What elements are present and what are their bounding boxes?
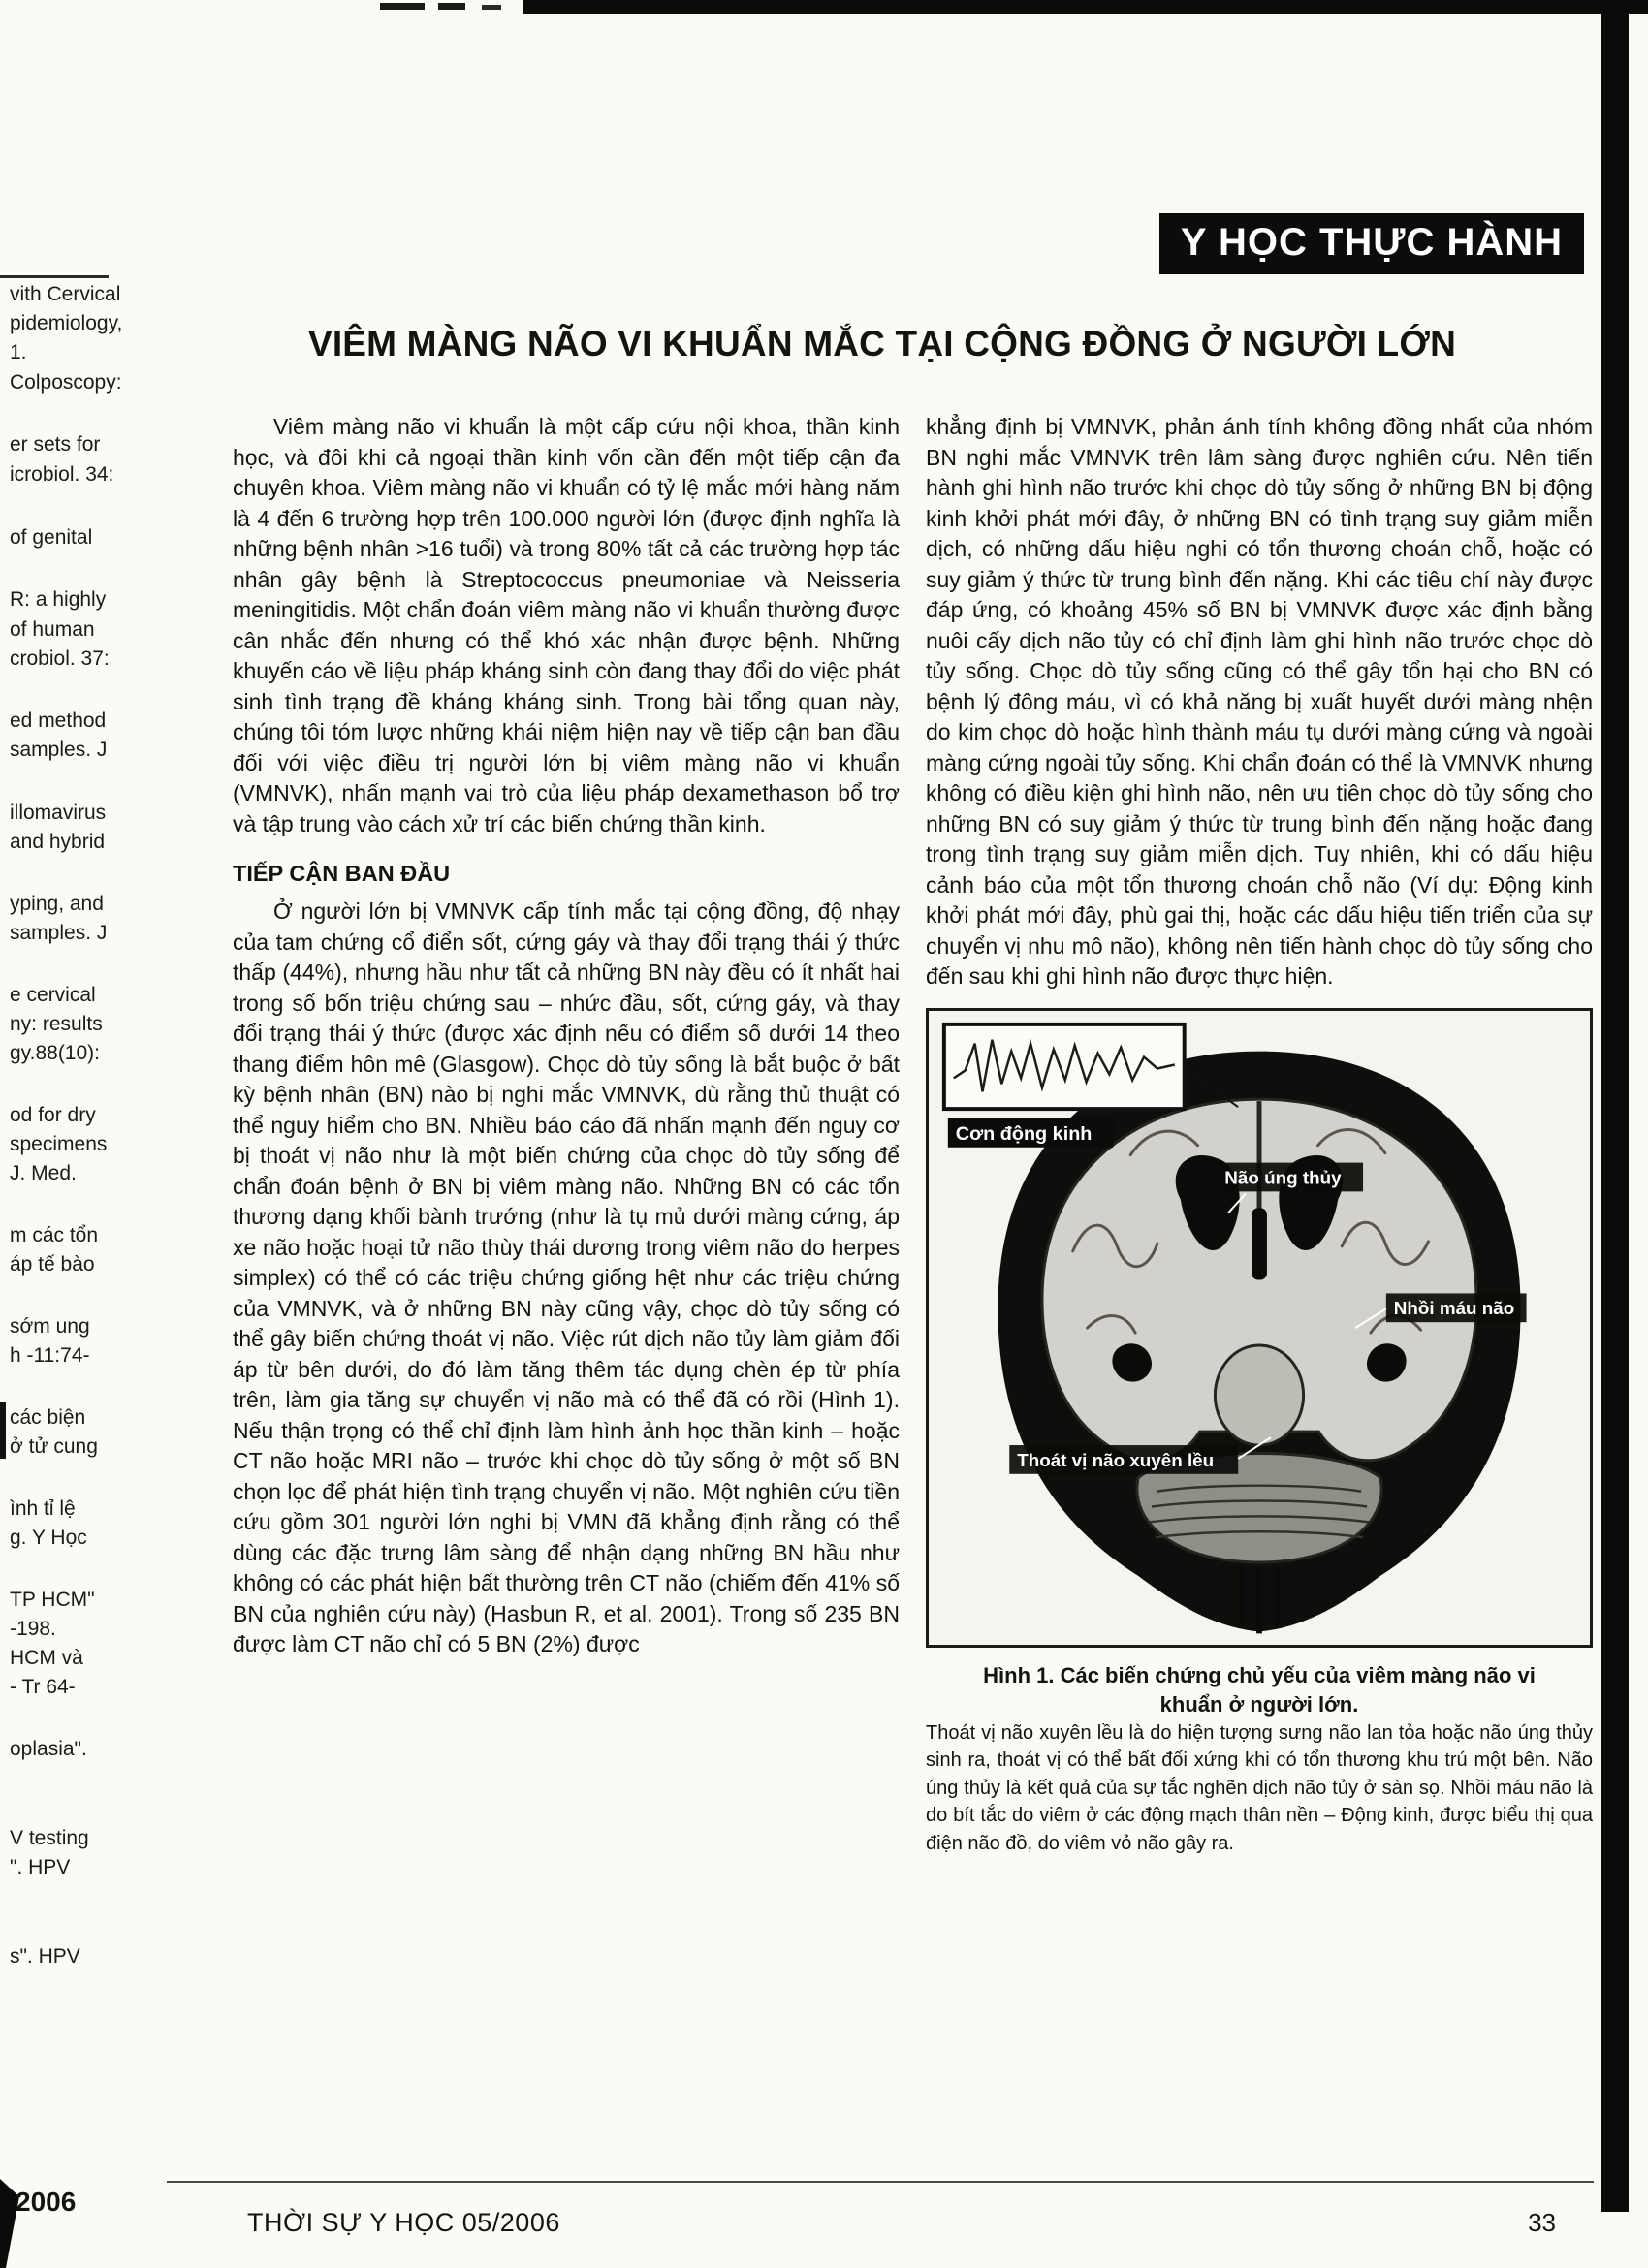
figure-caption: Hình 1. Các biến chứng chủ yếu của viêm màng não vi khuẩn ở người lớn. (983, 1662, 1536, 1717)
margin-fragment: Colposcopy: (10, 371, 122, 394)
margin-fragment: yping, and (10, 893, 104, 915)
margin-fragment: crobiol. 37: (10, 647, 110, 670)
footer-journal-name: THỜI SỰ Y HỌC 05/2006 (247, 2208, 560, 2237)
scan-artifact-dash (482, 5, 501, 10)
margin-fragment: 1. (10, 341, 27, 363)
margin-fragment: ". HPV (10, 1856, 71, 1878)
margin-fragment: TP HCM" (10, 1589, 95, 1611)
margin-fragment: illomavirus (10, 802, 107, 824)
margin-fragment: - Tr 64- (10, 1676, 76, 1698)
margin-fragment: s". HPV (10, 1945, 80, 1968)
margin-fragment: pidemiology, (10, 312, 123, 334)
margin-fragment: and hybrid (10, 831, 106, 853)
margin-fragment: J. Med. (10, 1162, 77, 1184)
scan-artifact-dash (438, 3, 465, 10)
margin-fragment: m các tổn (10, 1224, 99, 1246)
margin-fragment: các biện (10, 1406, 86, 1429)
margin-fragment: ở tử cung (10, 1435, 98, 1458)
margin-fragment: icrobiol. 34: (10, 463, 114, 486)
scan-artifact-dash (380, 3, 425, 10)
margin-fragment: HCM và (10, 1647, 83, 1669)
margin-fragment: gy.88(10): (10, 1042, 100, 1064)
margin-fragment: sớm ung (10, 1315, 90, 1338)
seizure-label-text: Cơn động kinh (955, 1122, 1093, 1145)
margin-fragment: R: a highly (10, 588, 107, 611)
footer-rule (167, 2181, 1594, 2183)
figure-1-brain-illustration (926, 1008, 1593, 1648)
paragraph-approach-right: khẳng định bị VMNVK, phản ánh tính không đồng nhất của nhóm BN nghi mắc VMNVK trên lâm sàng được nghiên cứu. Nên tiến hành ghi hình não trước khi chọc dò tủy sống ở những BN bị động kinh khởi phát mới đây, ở những BN có tình trạng suy giảm miễn dịch, có những dấu hiệu nghi có tổn thương choán chỗ, hoặc có suy giảm ý thức từ trung bình đến nặng. Khi các tiêu chí này được đáp ứng, có khoảng 45% số BN bị VMNVK được xác định bằng nuôi cấy dịch não tủy có chỉ định làm ghi hình não trước chọc dò tủy sống. Chọc dò tủy sống cũng có thể gây tổn hại cho BN có bệnh lý đông máu, vì có khả năng bị xuất huyết dưới màng nhện do kim chọc dò hoặc hình thành máu tụ dưới màng cứng và ngoài màng cứng ngoài tủy sống. Khi chẩn đoán có thể là VMNVK nhưng không có điều kiện ghi hình não, nên ưu tiên chọc dò tủy sống cho những BN có suy giảm ý thức từ trung bình đến nặng hoặc đang trong tình trạng suy giảm miễn dịch. Tuy nhiên, khi có dấu hiệu cảnh báo của một tổn thương choán chỗ não (Ví dụ: Động kinh khởi phát mới đây, phù gai thị, hoặc các dấu hiệu tiến triển của sự chuyển vị nhu mô não), không nên tiến hành chọc dò tủy sống cho đến sau khi ghi hình não được thực hiện. (926, 414, 1593, 989)
hydrocephalus-label-text: Não úng thủy (1224, 1166, 1342, 1187)
margin-fragment: ed method (10, 709, 107, 732)
margin-fragment: of genital (10, 526, 93, 549)
column-right (926, 412, 1593, 1857)
footer-page-number: 33 (1528, 2208, 1556, 2237)
column-left (233, 412, 900, 1660)
corner-fragment: 2006 (16, 2187, 77, 2217)
figure-note: Thoát vị não xuyên lều là do hiện tượng sưng não lan tỏa hoặc não úng thủy sinh ra, thoát vị có thể bất đối xứng khi có tổn thương khu trú một bên. Não úng thủy là kết quả của sự tắc nghẽn dịch não tủy ở sàn sọ. Nhồi máu não là do bít tắc do viêm ở các động mạch thân nền – Động kinh, được biểu thị qua điện não đồ, do viêm vỏ não gây ra. (926, 1721, 1593, 1854)
scan-artifact-top-bar (523, 0, 1648, 14)
margin-fragment: samples. J (10, 739, 108, 761)
herniation-label-text: Thoát vị não xuyên lều (1017, 1449, 1215, 1470)
article-title: VIÊM MÀNG NÃO VI KHUẨN MẮC TẠI CỘNG ĐỒNG Ở NGƯỜI LỚN (307, 324, 1457, 363)
margin-fragment: -198. (10, 1618, 56, 1640)
left-margin-fragments (0, 0, 173, 2268)
margin-fragment: V testing (10, 1827, 89, 1849)
margin-fragment: oplasia". (10, 1738, 87, 1760)
third-ventricle (1252, 1208, 1267, 1279)
section-heading: TIẾP CẬN BAN ĐẦU (233, 861, 451, 886)
margin-fragment: ny: results (10, 1013, 103, 1035)
margin-fragment: e cervical (10, 984, 96, 1006)
margin-fragment: er sets for (10, 433, 101, 456)
margin-fragment: ình tỉ lệ (10, 1497, 76, 1520)
margin-fragment: samples. J (10, 922, 108, 944)
margin-fragment: g. Y Học (10, 1527, 87, 1549)
brainstem (1215, 1344, 1303, 1444)
paragraph-intro: Viêm màng não vi khuẩn là một cấp cứu nội khoa, thần kinh học, và đôi khi cả ngoại thần kinh vốn cần đến một tiếp cận đa chuyên khoa. Viêm màng não vi khuẩn có tỷ lệ mắc mới hàng năm là 4 đến 6 trường hợp trên 100.000 người lớn (được định nghĩa là những bệnh nhân >16 tuổi) và trong 80% tất cả các trường hợp tác nhân gây bệnh là Streptococcus pneumoniae và Neisseria meningitidis. Một chẩn đoán viêm màng não vi khuẩn thường được cân nhắc đến nhưng có thể khó xác nhận được bệnh. Những khuyến cáo về liệu pháp kháng sinh còn đang thay đổi do việc phát sinh tình trạng đề kháng kháng sinh. Trong bài tổng quan này, chúng tôi tóm lược những khái niệm hiện nay về tiếp cận ban đầu đối với việc điều trị người lớn bị viêm màng não vi khuẩn (VMNVK), nhấn mạnh vai trò của liệu pháp dexamethason bổ trợ và tập trung vào cách xử trí các biến chứng thần kinh. (233, 414, 900, 836)
margin-fragment: od for dry (10, 1104, 96, 1126)
margin-fragment: áp tế bào (10, 1253, 95, 1276)
margin-fragment: h -11:74- (10, 1344, 90, 1367)
margin-fragment: vith Cervical (10, 283, 121, 305)
margin-fragment: specimens (10, 1133, 108, 1155)
paragraph-approach-left: Ở người lớn bị VMNVK cấp tính mắc tại cộng đồng, độ nhạy của tam chứng cổ điển sốt, cứng gáy và thay đổi trạng thái ý thức thấp (44%), nhưng hầu như tất cả những BN này đều có ít nhất hai trong số bốn triệu chứng sau – nhức đầu, sốt, cứng gáy, và thay đổi trạng thái ý thức (được xác định nếu có điểm số dưới 14 theo thang điểm hôn mê (Glasgow). Chọc dò tủy sống là bắt buộc ở bất kỳ bệnh nhân (BN) nào bị nghi mắc VMNVK, dù rằng thủ thuật có thể nguy hiểm cho BN. Nhiều báo cáo đã nhấn mạnh đến nguy cơ bị thoát vị não như là một biến chứng của chọc dò tủy sống để chẩn đoán bệnh ở BN bị viêm màng não. Những BN có các tổn thương dạng khối bành trướng (như là tụ mủ dưới màng cứng, áp xe não hoặc hoại tử não thùy thái dương trong viêm não do herpes simplex) có thể có các triệu chứng giống hệt như các triệu chứng của VMNVK, và ở những BN này cũng vậy, chọc dò tủy sống có thể gây biến chứng thoát vị não. Việc rút dịch não tủy làm giảm đối áp từ bên dưới, do đó làm tăng thêm tác dụng chèn ép từ phía trên, làm gia tăng sự chuyển vị não mà có thể đã có rồi (Hình 1). Nếu thận trọng có thể chỉ định làm hình ảnh học thần kinh – hoặc CT não hoặc MRI não – trước khi chọc dò tủy sống ở một số BN chọn lọc để phát hiện tình trạng chuyển vị não. Một nghiên cứu tiền cứu gồm 301 người lớn nghi bị VMN đã khẳng định rằng có thể dùng các đặc trưng lâm sàng để nhận dạng những BN hầu như không có các phát hiện bất thường trên CT não (chiếm đến 41% số BN của nghiên cứu này) (Hasbun R, et al. 2001). Trong số 235 BN được làm CT não chỉ có 5 BN (2%) được (233, 898, 900, 1656)
label-seizure (948, 1118, 1113, 1148)
eeg-inset-box (944, 1024, 1185, 1108)
margin-fragment: of human (10, 618, 95, 641)
journal-section-badge: Y HỌC THỰC HÀNH (1159, 213, 1584, 274)
brain-coronal-section-image (929, 1011, 1590, 1645)
infarction-label-text: Nhồi máu não (1393, 1297, 1515, 1318)
scan-artifact-right-bar (1601, 0, 1629, 2212)
